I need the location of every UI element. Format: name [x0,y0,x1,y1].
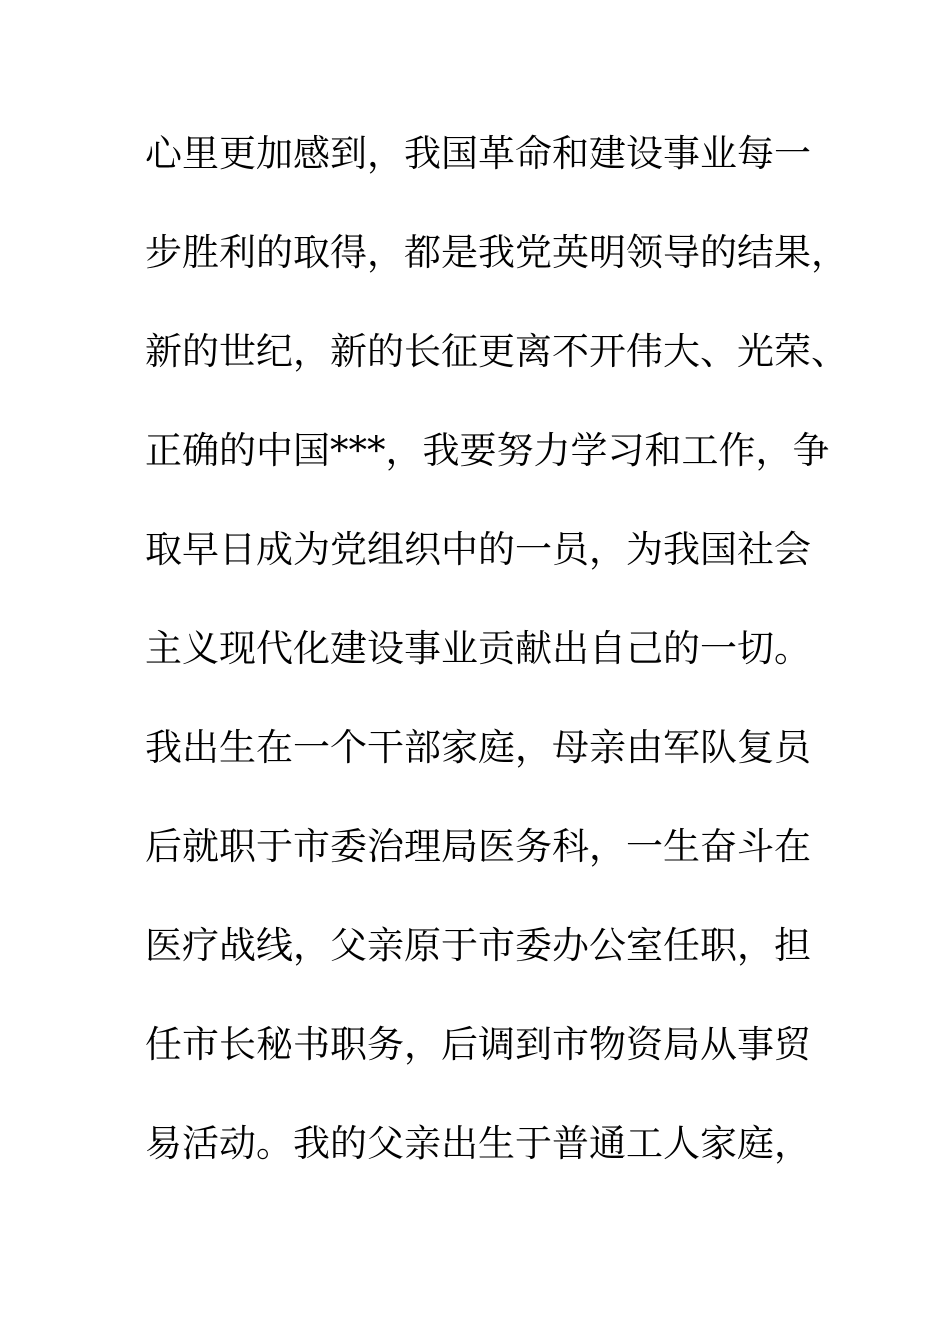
text-line: 易活动。我的父亲出生于普通工人家庭， [145,1122,811,1165]
text-line: 取早日成为党组织中的一员，为我国社会 [145,528,811,571]
body-text [145,124,848,1213]
text-line: 步胜利的取得，都是我党英明领导的结果， [145,231,848,274]
text-line: 任市长秘书职务，后调到市物资局从事贸 [145,1023,811,1066]
text-line: 医疗战线，父亲原于市委办公室任职，担 [145,924,811,967]
text-line: 后就职于市委治理局医务科，一生奋斗在 [145,825,811,868]
text-line: 主义现代化建设事业贡献出自己的一切。 [145,627,811,670]
text-line: 我出生在一个干部家庭，母亲由军队复员 [145,726,811,769]
text-line: 心里更加感到，我国革命和建设事业每一 [145,132,811,175]
text-line: 新的世纪，新的长征更离不开伟大、光荣、 [145,330,848,373]
text-line: 正确的中国***，我要努力学习和工作，争 [145,429,830,472]
